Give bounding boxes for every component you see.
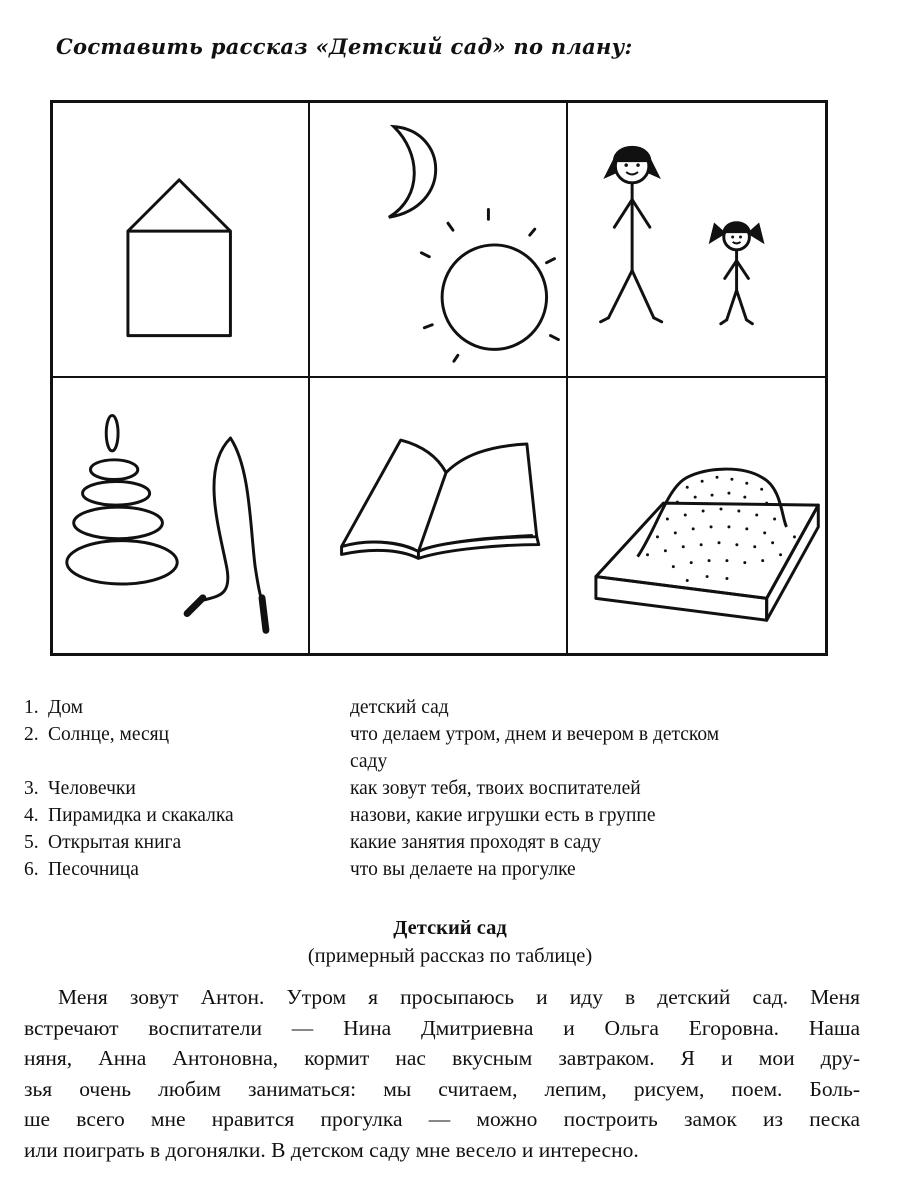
picture-cell-book <box>310 378 567 653</box>
plan-number: 6. <box>24 859 39 880</box>
plan-item: Пирамидка и скакалка <box>48 805 234 826</box>
task-title: Составить рассказ «Детский сад» по плану: <box>56 34 633 59</box>
plan-row <box>24 829 876 856</box>
story-title: Детский сад <box>393 917 507 939</box>
plan-description-continued: саду <box>350 751 388 772</box>
sand-dots <box>646 476 796 582</box>
plan-row <box>24 748 876 775</box>
story-paragraph <box>24 982 860 1165</box>
plan-item: Открытая книга <box>48 832 182 853</box>
plan-item: Солнце, месяц <box>48 724 170 745</box>
pyramid-jumprope-icon <box>53 378 308 653</box>
stick-figures-icon <box>568 103 825 376</box>
story-line: Меня зовут Антон. Утром я просыпаюсь и иду в детский сад. Меня <box>58 985 860 1009</box>
plan-description: что вы делаете на прогулке <box>350 859 576 880</box>
plan-description: что делаем утром, днем и вечером в детском <box>350 724 720 745</box>
plan-row <box>24 775 876 802</box>
picture-cell-sandbox <box>568 378 825 653</box>
picture-cell-house <box>53 103 310 378</box>
sandbox-icon <box>568 378 825 653</box>
plan-description: какие занятия проходят в саду <box>350 832 602 853</box>
open-book-icon <box>310 378 565 653</box>
plan-number: 2. <box>24 724 39 745</box>
story-line: встречают воспитатели — Нина Дмитриевна и Ольга Егоровна. Наша <box>24 1015 860 1040</box>
story-line: зья очень любим заниматься: мы считаем, лепим, рисуем, поем. Боль- <box>24 1076 860 1101</box>
picture-plan-grid <box>50 100 828 656</box>
plan-description: назови, какие игрушки есть в группе <box>350 805 656 826</box>
plan-row <box>24 802 876 829</box>
plan-description: как зовут тебя, твоих воспитателей <box>350 778 641 799</box>
plan-row <box>24 721 876 748</box>
house-icon <box>53 103 308 376</box>
story-line: няня, Анна Антоновна, кормит нас вкусным завтраком. Я и мои дру- <box>24 1046 860 1070</box>
picture-cell-people <box>568 103 825 378</box>
plan-item: Песочница <box>48 859 139 880</box>
picture-cell-toys <box>53 378 310 653</box>
moon-sun-icon <box>310 103 565 376</box>
plan-item: Дом <box>48 697 84 718</box>
plan-number: 5. <box>24 832 39 853</box>
plan-item: Человечки <box>48 778 136 799</box>
plan-number: 4. <box>24 805 39 826</box>
plan-row <box>24 694 876 721</box>
plan-row <box>24 856 876 883</box>
story-line: или поиграть в догонялки. В детском саду мне весело и интересно. <box>24 1137 639 1162</box>
story-line: ше всего мне нравится прогулка — можно построить замок из песка <box>24 1107 860 1131</box>
picture-cell-moon-sun <box>310 103 567 378</box>
plan-list <box>24 694 876 883</box>
plan-number: 1. <box>24 697 39 718</box>
story-subtitle: (примерный рассказ по таблице) <box>307 945 593 967</box>
plan-description: детский сад <box>350 697 449 718</box>
plan-number: 3. <box>24 778 39 799</box>
